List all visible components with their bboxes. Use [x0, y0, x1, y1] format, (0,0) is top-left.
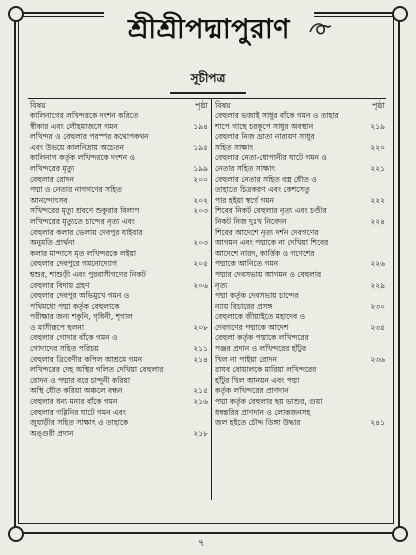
toc-entry-page: ১৯৪ — [193, 121, 208, 131]
toc-entry-page: ২২২ — [370, 195, 385, 205]
toc-entry — [215, 175, 385, 207]
snake-ornament-icon — [308, 18, 332, 40]
toc-entry-line: ও মাসীরূপে ছলনা — [30, 322, 85, 332]
toc-entry-line: বেহুলার রোদন — [30, 174, 75, 184]
toc-entry-line: জুয়াড়ীর সহিত সাক্ষাৎ ও তাহাকে — [30, 418, 129, 428]
toc-entry-text — [215, 312, 357, 333]
toc-entry-line: পদ্মার দেবসভায় আগমন ও বেহুলার — [215, 269, 322, 279]
toc-entry — [215, 228, 385, 270]
toc-entry-page: ২২১ — [370, 163, 385, 173]
toc-entry-line: কালিনাগের লখিন্দরকে দংশন করিতে — [30, 111, 139, 120]
toc-entry-line: জল হইতে চৌদ্দ ডিঙ্গা উদ্ধার — [215, 418, 301, 428]
toc-entry-text — [30, 153, 180, 174]
toc-entry-line: বেহুলার নেতা-ধোপানীর ঘাটে গমন ও — [215, 153, 327, 163]
toc-entry-line: লখিন্দরের মৃত্যুতে চান্দের নৃত্য এবং — [30, 216, 135, 226]
toc-entry-page: ১৯৫ — [193, 142, 208, 152]
toc-entry-line: বেহুলার ভজাই সাধুর বাঁকে গমন ও তাহার — [215, 111, 339, 120]
toc-entry-line: অঙ্গুরী প্রদান — [30, 428, 74, 438]
header-divider — [28, 98, 386, 99]
subject-header: বিষয় — [30, 101, 46, 110]
toc-entry-line: কর্তৃক লখিন্দরের প্রাণদান — [215, 386, 289, 396]
toc-entry-line: পদ্মাকে আনিতে গমন — [215, 259, 279, 269]
toc-entry-line: বেহুলার দেবপুর অভিমুখে গমন ও — [30, 291, 130, 301]
toc-entry-text — [215, 270, 357, 291]
toc-entry-line: সহিত সাক্ষাৎ — [215, 142, 254, 152]
page-header: পৃষ্ঠা — [195, 101, 208, 110]
right-column — [215, 100, 385, 429]
toc-entry-text — [215, 111, 357, 132]
toc-entry-line: অস্থি ধৌত করিয়া অঞ্চলে বন্ধন — [30, 386, 123, 396]
page-title: শ্রীশ্রীপদ্মাপুরাণ — [128, 13, 290, 45]
column-divider — [211, 98, 212, 500]
toc-entry-page: ২১৪ — [193, 354, 208, 364]
toc-entry-page: ২০৩ — [193, 238, 208, 248]
toc-entry-text — [30, 291, 180, 333]
toc-entry-line: বেহুলার দেবপুরে গমনোদ্যোগ — [30, 259, 118, 269]
toc-entry-line: বেহুলার বিদায় গ্রহণ — [30, 280, 90, 290]
toc-entry-line: রাঘব বোয়ালকে মারিয়া লখিন্দরের — [215, 365, 317, 375]
toc-entry-line: বেহুলার ত্রিবেণীর কপিল আশ্রমে গমন — [30, 354, 143, 364]
right-entries — [215, 111, 385, 429]
toc-entry-page: ২১৮ — [193, 428, 208, 438]
toc-entry-line: শিবের আদেশে নৃত্য দর্শন দেবগণের — [215, 227, 319, 237]
toc-entry-page: ২০৬ — [193, 280, 208, 290]
toc-entry-line: দেবগণের পদ্মাকে আদেশ — [215, 322, 289, 332]
corner-ornament-icon — [392, 526, 408, 542]
toc-entry-page: ২২৪ — [370, 216, 385, 226]
toc-entry — [215, 111, 385, 132]
toc-entry — [30, 355, 208, 366]
toc-entry-line: ন্যায় বিচারের প্রসঙ্গ — [215, 301, 273, 311]
toc-entry-line: স্বীকার এবং লৌহমাজসে গমন — [30, 121, 118, 131]
toc-entry-text — [30, 111, 180, 132]
toc-entry-line: পরীক্ষার জন্য শকুনি, গৃধিনী, শৃগাল — [30, 312, 133, 322]
toc-entry-page: ২১১ — [193, 344, 208, 354]
title-underline — [170, 92, 246, 94]
toc-entry-line: তাহাতে চিত্রকরণ এবং কেশসেতু — [215, 185, 310, 195]
toc-entry-text — [215, 153, 357, 174]
toc-entry — [30, 206, 208, 217]
subject-header: বিষয় — [215, 101, 231, 110]
toc-entry-line: পদ্মা কর্তৃক বেহুলার ছয় ভাশুর, গুয়া — [215, 397, 323, 407]
toc-entry-line: সখিন্দরের মৃত্যু শ্রবণে শুকুরার বিলাপ — [30, 206, 140, 216]
toc-entry-line: হাঁটুর খিল আনয়ন এবং পদ্মা — [215, 375, 300, 385]
toc-entry-line: পঞ্জর প্রদান ও লখিন্দরের হাঁটুর — [215, 344, 307, 354]
left-column-header — [30, 100, 208, 111]
toc-entry-line: আদেশে নারদ, কার্ত্তিক ও গণেশের — [215, 248, 315, 258]
toc-entry-line: পদ্মা কর্তৃক দেবসভায় চান্দের — [215, 291, 299, 301]
toc-entry-page: ২২০ — [370, 142, 385, 152]
toc-entry-line: লখিন্দরের মৃত্যু — [30, 163, 75, 173]
toc-entry — [215, 206, 385, 227]
toc-entry-line: কলার মান্দাসে মৃত লখিন্দরকে লইয়া — [30, 248, 137, 258]
toc-entry-text — [30, 397, 180, 408]
toc-entry-line: শিবের নিকট বেহুলার নৃত্য এবং চণ্ডীর — [215, 206, 327, 216]
toc-entry-text — [30, 217, 180, 249]
toc-entry — [30, 132, 208, 153]
toc-entry-text — [30, 270, 180, 291]
toc-entry-line: বেহুলার গগ্গিনির ঘাটে গমন এবং — [30, 407, 127, 417]
toc-entry-line: শ্বশুর, শাশুড়ী এবং পুরবাসীগণের নিকট — [30, 269, 146, 279]
toc-entry — [215, 270, 385, 291]
toc-entry-page: ২০০ — [193, 174, 208, 184]
toc-entry — [30, 333, 208, 354]
toc-entry-line: পদ্মা ও নেতার নাগগণের সহিত — [30, 185, 122, 195]
toc-entry-line: ধন্বন্তরির প্রাণদান ও লোকজনসহ — [215, 407, 311, 417]
toc-entry-line: অনুমতি প্রার্থনা — [30, 238, 75, 248]
toc-entry — [215, 397, 385, 429]
toc-entry-line: বেহুলার নেতার সহিত বস্ত্র ধৌত ও — [215, 174, 317, 184]
toc-entry-text — [215, 397, 357, 429]
toc-entry — [215, 333, 385, 365]
toc-entry-text — [30, 249, 180, 270]
toc-entry-line: কালিনাগ কর্তৃক লখিন্দরকে দংশন ও — [30, 153, 136, 163]
corner-ornament-icon — [8, 6, 24, 22]
toc-entry-text — [215, 333, 357, 365]
toc-entry-line: খিল না পাইয়া রোদন — [215, 354, 277, 364]
toc-entry — [215, 312, 385, 333]
toc-entry-text — [215, 291, 357, 312]
page-header: পৃষ্ঠা — [372, 101, 385, 110]
toc-entry-line: আনন্দোৎসব — [30, 195, 68, 205]
toc-entry-text — [30, 206, 180, 217]
toc-entry-line: বেহুলার নিজ ভ্রাতা নারায়ণ সাধুর — [215, 132, 315, 142]
toc-entry-text — [30, 333, 180, 354]
toc-entry-line: বেহুলার ধন্য মনার বাঁকে গমন — [30, 397, 118, 407]
toc-entry-page: ২০৫ — [193, 259, 208, 269]
toc-entry-text — [30, 355, 180, 366]
toc-entry-line: বেহুলাকে জীয়াইতে মহাদেব ও — [215, 312, 306, 322]
toc-entry-text — [215, 206, 357, 227]
toc-entry-text — [30, 175, 180, 186]
toc-entry-line: লখিন্দরের দেহ অস্থির গলিত দেখিয়া বেহুলার — [30, 365, 164, 375]
toc-entry — [215, 365, 385, 397]
toc-entry-line: এবং উভয়ে কালনিদ্রায় অচেতন — [30, 142, 124, 152]
toc-entry-line: নেতার সহিত সাক্ষাৎ — [215, 163, 276, 173]
toc-entry — [30, 175, 208, 186]
contents-heading — [48, 70, 368, 94]
toc-entry-text — [30, 408, 180, 440]
toc-entry-page: ২০৩ — [193, 206, 208, 216]
toc-entry — [30, 397, 208, 408]
toc-entry-page: ২৩০ — [370, 301, 385, 311]
title-banner — [104, 6, 314, 56]
toc-entry — [30, 365, 208, 397]
corner-ornament-icon — [392, 6, 408, 22]
toc-entry — [30, 111, 208, 132]
toc-entry-page: ১৯৯ — [193, 163, 208, 173]
toc-entry — [215, 153, 385, 174]
toc-entry-page: ২৩৬ — [370, 354, 385, 364]
toc-entry-page: ২১৯ — [370, 121, 385, 131]
toc-entry-page: ২২৯ — [370, 280, 385, 290]
toc-entry-page: ২৩৫ — [370, 322, 385, 332]
toc-entry-line: শাপে গাছে চরকূপে সাধুর অবস্থান — [215, 121, 314, 131]
toc-entry-text — [215, 365, 357, 397]
toc-entry-line: বেহুলার কলার ভেলায় দেবপুর যাইবার — [30, 227, 143, 237]
toc-entry-line: নৃত্য — [215, 280, 228, 290]
toc-entry — [30, 249, 208, 270]
toc-entry — [30, 217, 208, 249]
toc-entry — [215, 291, 385, 312]
toc-entry — [30, 291, 208, 333]
toc-entry-text — [30, 132, 180, 153]
toc-entry — [30, 408, 208, 440]
toc-entry-line: পার হইয়া স্বর্গে গমন — [215, 195, 275, 205]
toc-entry-text — [30, 185, 180, 206]
toc-entry-line: রোদন ও পদ্মার বরে চান্দুনী করিয়া — [30, 375, 131, 385]
toc-entry — [30, 185, 208, 206]
toc-entry-text — [215, 175, 357, 207]
right-column-header — [215, 100, 385, 111]
toc-entry — [30, 270, 208, 291]
toc-entry — [215, 132, 385, 153]
toc-entry-line: নিকট নিজ দুঃখ নিবেদন — [215, 216, 287, 226]
left-column — [30, 100, 208, 439]
page — [8, 6, 408, 549]
toc-entry-text — [215, 132, 357, 153]
toc-entry-page: ২৪১ — [370, 418, 385, 428]
toc-entry-line: গোদাদের সহিত পরিচয় — [30, 344, 99, 354]
toc-entry-line: লখিন্দর ও বেহুলার পরস্পর কথোপকথন — [30, 132, 149, 142]
toc-entry-page: ২০২ — [193, 195, 208, 205]
toc-entry-page: ২০৮ — [193, 322, 208, 332]
toc-entry-text — [215, 228, 357, 270]
page-number: ৭ — [198, 538, 205, 549]
toc-entry-line: পথিমধ্যে পদ্মা কর্তৃক বেহুলাকে — [30, 301, 120, 311]
toc-entry-line: বেহুলার গোদার বাঁকে গমন ও — [30, 333, 118, 343]
toc-entry-page: ২১৫ — [193, 386, 208, 396]
corner-ornament-icon — [8, 526, 24, 542]
toc-entry-page: ২১৬ — [193, 397, 208, 407]
toc-entry-line: আগমন এবং পদ্মাকে না দেখিয়া শিবের — [215, 238, 329, 248]
toc-entry-text — [30, 365, 180, 397]
toc-entry-page: ২২৬ — [370, 259, 385, 269]
toc-entry — [30, 153, 208, 174]
contents-title: সূচীপত্র — [190, 71, 226, 85]
toc-entry-line: বেহুলা কর্তৃক পদ্মাকে লখিন্দরের — [215, 333, 309, 343]
left-entries — [30, 111, 208, 439]
